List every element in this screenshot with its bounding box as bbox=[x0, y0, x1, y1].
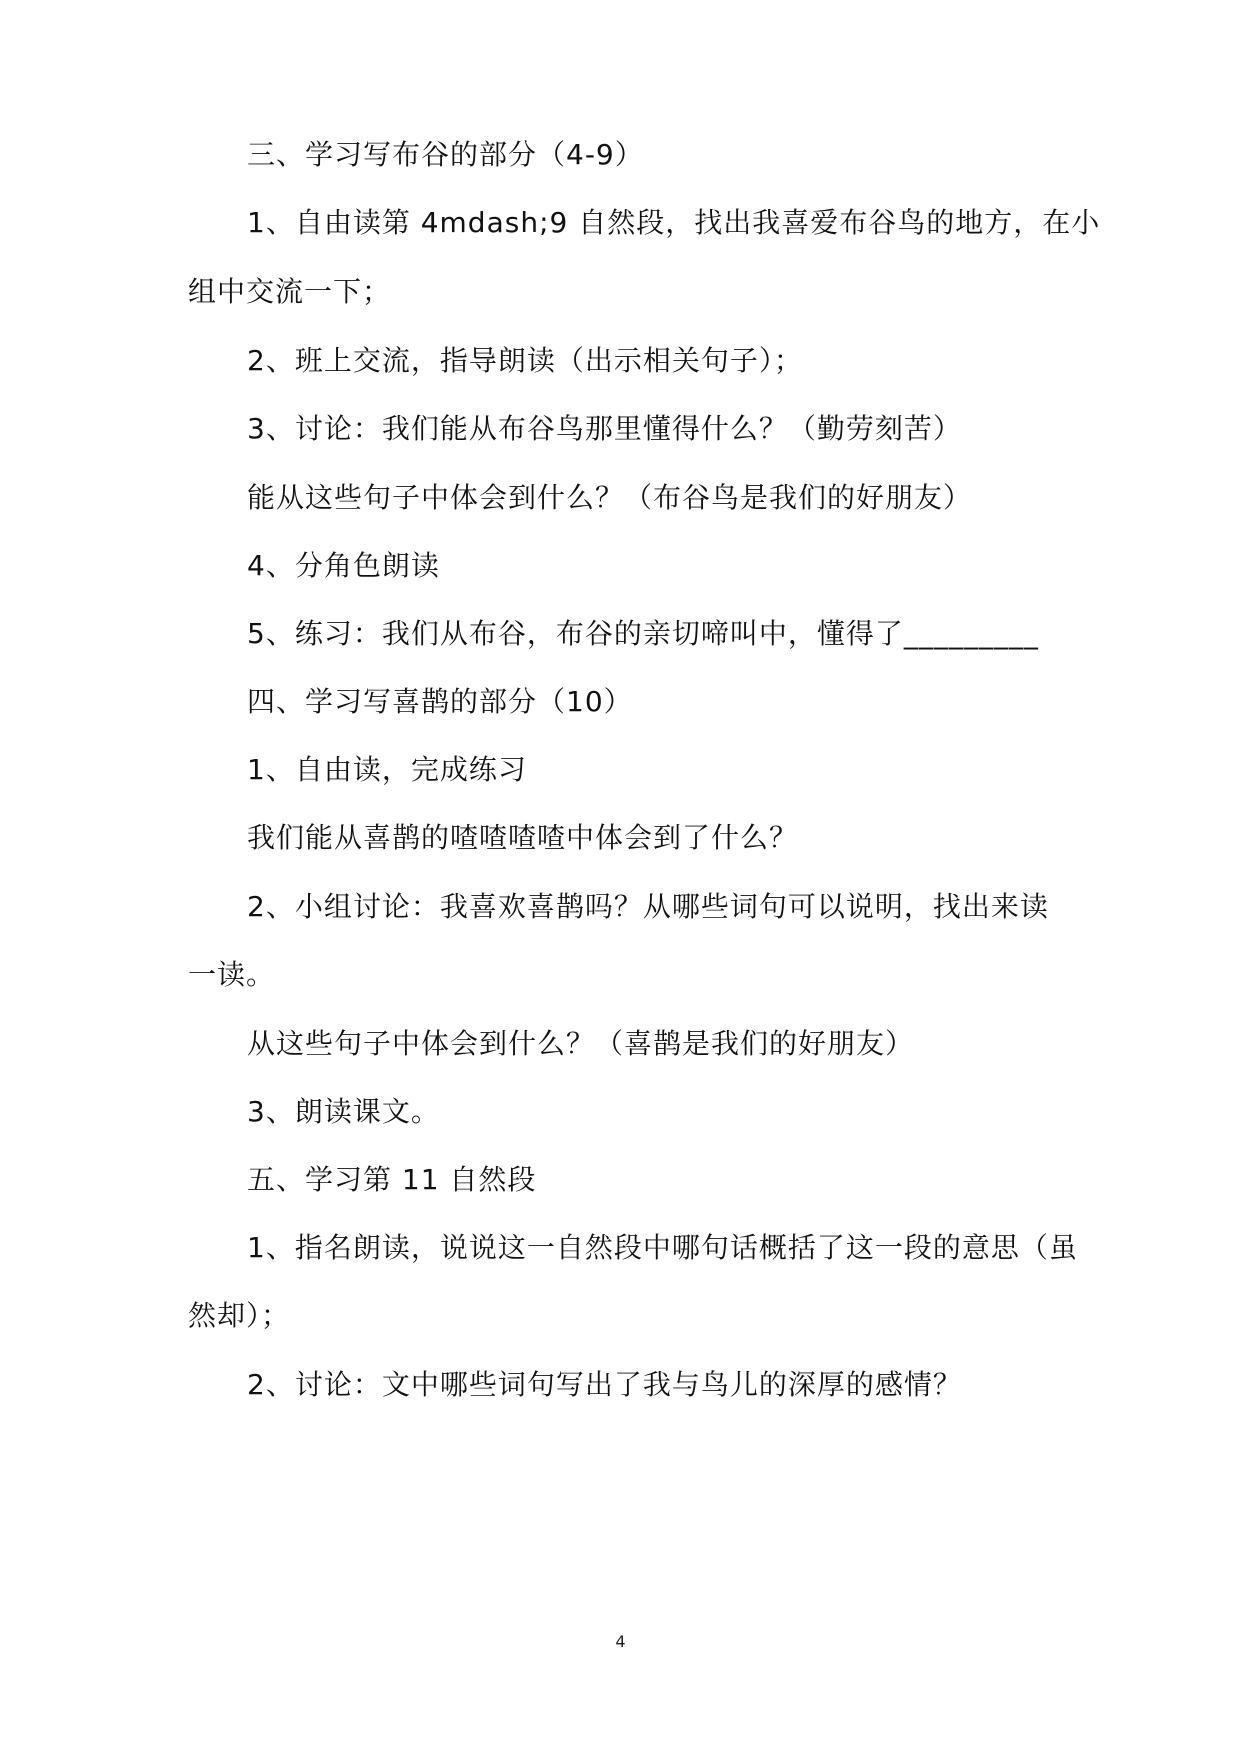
section-heading-4: 四、学习写喜鹊的部分（10） bbox=[247, 685, 633, 718]
paragraph-line: 5、练习：我们从布谷，布谷的亲切啼叫中，懂得了_________ bbox=[247, 617, 1039, 650]
paragraph-line: 然却）； bbox=[188, 1299, 291, 1332]
paragraph-line: 从这些句子中体会到什么？（喜鹊是我们的好朋友） bbox=[247, 1027, 915, 1060]
paragraph-line: 一读。 bbox=[188, 958, 276, 991]
paragraph-line: 2、班上交流，指导朗读（出示相关句子）； bbox=[247, 344, 803, 377]
paragraph-line: 2、讨论：文中哪些词句写出了我与鸟儿的深厚的感情？ bbox=[247, 1368, 962, 1401]
section-heading-3: 三、学习写布谷的部分（4-9） bbox=[247, 138, 644, 171]
section-heading-5: 五、学习第 11 自然段 bbox=[247, 1163, 537, 1196]
page-number: 4 bbox=[615, 1632, 626, 1651]
paragraph-line: 4、分角色朗读 bbox=[247, 549, 440, 582]
paragraph-line: 1、自由读第 4mdash;9 自然段，找出我喜爱布谷鸟的地方，在小 bbox=[247, 206, 1101, 239]
paragraph-line: 1、指名朗读，说说这一自然段中哪句话概括了这一段的意思（虽 bbox=[247, 1231, 1078, 1264]
paragraph-line: 能从这些句子中体会到什么？（布谷鸟是我们的好朋友） bbox=[247, 481, 973, 514]
paragraph-line: 3、讨论：我们能从布谷鸟那里懂得什么？（勤劳刻苦） bbox=[247, 412, 962, 445]
paragraph-line: 我们能从喜鹊的喳喳喳喳中体会到了什么？ bbox=[247, 821, 799, 854]
paragraph-line: 1、自由读，完成练习 bbox=[247, 753, 527, 786]
paragraph-line: 3、朗读课文。 bbox=[247, 1095, 440, 1128]
paragraph-line: 2、小组讨论：我喜欢喜鹊吗？从哪些词句可以说明，找出来读 bbox=[247, 890, 1049, 923]
paragraph-line: 组中交流一下； bbox=[188, 275, 392, 308]
